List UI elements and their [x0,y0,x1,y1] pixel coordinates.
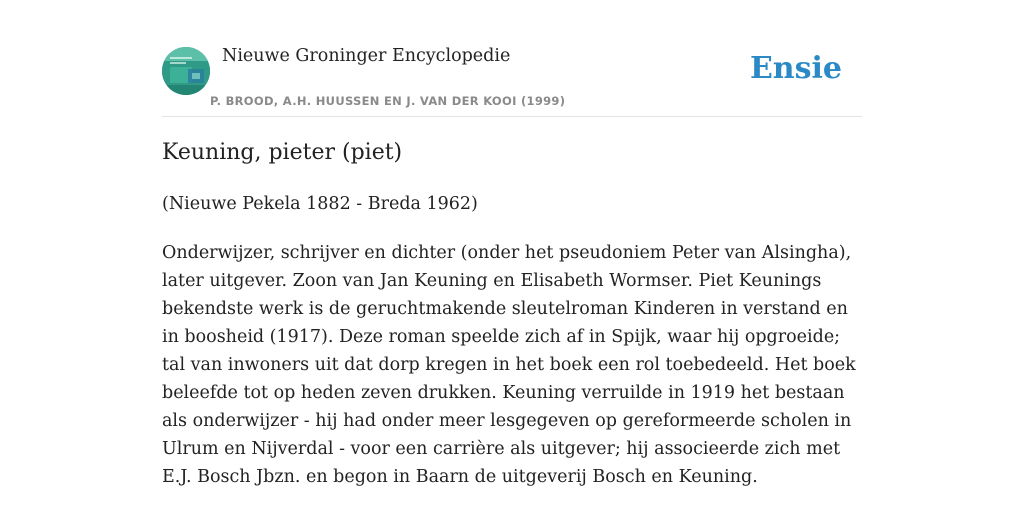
page [162,0,862,512]
book-authors: P. BROOD, A.H. HUUSSEN EN J. VAN DER KOOI (1999) [210,94,566,108]
lemma-body: Onderwijzer, schrijver en dichter (onder het pseudoniem Peter van Alsingha), later uitgever. Zoon van Jan Keuning en Elisabeth Wormser. Piet Keunings bekendste werk is de geruchtmakende sleutelroman Kinderen in verstand en in boosheid (1917). Deze roman speelde zich af in Spijk, waar hij opgroeide; tal van inwoners uit dat dorp kregen in het boek een rol toebedeeld. Het boek beleefde tot op heden zeven drukken. Keuning verruilde in 1919 het bestaan als onderwijzer - hij had onder meer lesgegeven op gereformeerde scholen in Ulrum en Nijverdal - voor een carrière als uitgever; hij associeerde zich met E.J. Bosch Jbzn. en begon in Baarn de uitgeverij Bosch en Keuning. [162,243,856,487]
source-header [162,0,862,117]
book-cover-thumbnail[interactable] [162,47,210,95]
book-cover-icon [162,47,210,95]
ensie-logo[interactable]: Ensie [749,51,842,86]
lemma-subtitle: (Nieuwe Pekela 1882 - Breda 1962) [162,194,478,214]
book-title[interactable]: Nieuwe Groninger Encyclopedie [222,46,511,66]
lemma-title: Keuning, pieter (piet) [162,140,403,165]
